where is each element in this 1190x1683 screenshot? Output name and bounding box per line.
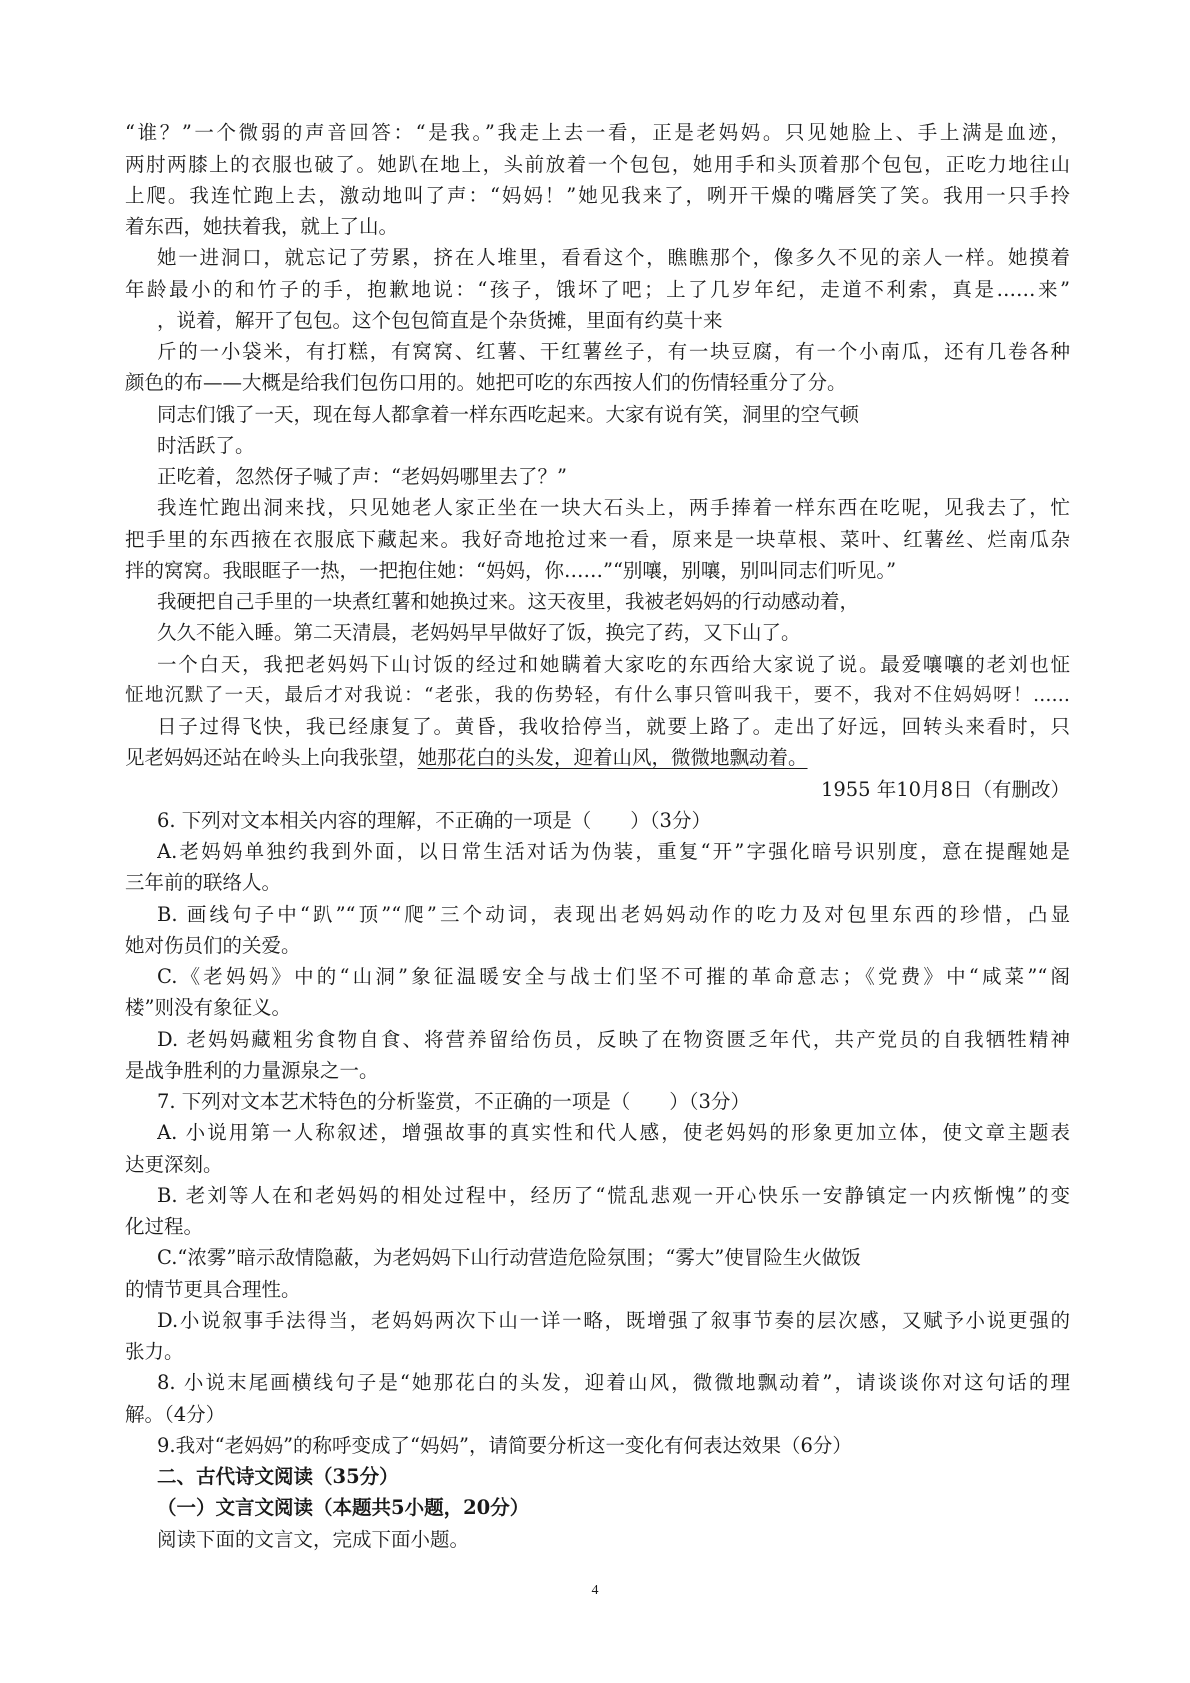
option-d: D.小说叙事手法得当，老妈妈两次下山一详一略，既增强了叙事节奏的层次感，又赋予小说更强的 xyxy=(157,1309,1070,1332)
paragraph-line: 两肘两膝上的衣服也破了。她趴在地上，头前放着一个包包，她用手和头顶着那个包包，正吃力地往山 xyxy=(125,153,1070,176)
paragraph-line: 着东西，她扶着我，就上了山。 xyxy=(125,215,399,238)
question-7: 7. 下列对文本艺术特色的分析鉴赏，不正确的一项是（ ）（3分） xyxy=(157,1090,750,1113)
question-8: 8. 小说末尾画横线句子是“她那花白的头发，迎着山风，微微地飘动着”，请谈谈你对这句话的理 xyxy=(157,1371,1070,1394)
question-8-cont: 解。（4分） xyxy=(125,1403,226,1426)
paragraph-line xyxy=(125,742,1070,774)
paragraph-line: 同志们饿了一天，现在每人都拿着一样东西吃起来。大家有说有笑，洞里的空气顿 xyxy=(157,403,860,426)
option-d-cont: 张力。 xyxy=(125,1340,184,1363)
paragraph-line: 拌的窝窝。我眼眶子一热，一把抱住她：“妈妈，你……”“别嚷，别嚷，别叫同志们听见。” xyxy=(125,559,897,582)
instruction: 阅读下面的文言文，完成下面小题。 xyxy=(157,1528,470,1551)
paragraph-line: 时活跃了。 xyxy=(157,434,255,457)
paragraph-line: “谁？”一个微弱的声音回答：“是我。”我走上去一看，正是老妈妈。只见她脸上、手上满是血迹， xyxy=(125,121,1070,144)
option-a-cont: 达更深刻。 xyxy=(125,1153,223,1176)
option-c: C.“浓雾”暗示敌情隐蔽，为老妈妈下山行动营造危险氛围；“雾大”使冒险生火做饭 xyxy=(157,1246,861,1269)
source-date: 1955 年10月8日（有删改） xyxy=(820,778,1070,801)
option-b: B. 老刘等人在和老妈妈的相处过程中，经历了“慌乱悲观一开心快乐一安静镇定一内疚惭愧”的变 xyxy=(157,1184,1070,1207)
option-b-cont: 她对伤员们的关爱。 xyxy=(125,934,301,957)
option-b-cont: 化过程。 xyxy=(125,1215,204,1238)
subsection-heading: （一）文言文阅读（本题共5小题，20分） xyxy=(157,1496,530,1519)
paragraph-line: 斤的一小袋米，有打糕，有窝窝、红薯、干红薯丝子，有一块豆腐，有一个小南瓜，还有几卷各种 xyxy=(157,340,1070,363)
line-text: 见老妈妈还站在岭头上向我张望， xyxy=(125,746,418,769)
paragraph-line: 把手里的东西掖在衣服底下藏起来。我好奇地抢过来一看，原来是一块草根、菜叶、红薯丝、烂南瓜杂 xyxy=(125,528,1070,551)
option-b: B. 画线句子中“趴”“顶”“爬”三个动词，表现出老妈妈动作的吃力及对包里东西的珍惜，凸显 xyxy=(157,903,1070,926)
option-a: A.老妈妈单独约我到外面，以日常生活对话为伪装，重复“开”字强化暗号识别度，意在提醒她是 xyxy=(157,840,1070,863)
paragraph-line: 日子过得飞快，我已经康复了。黄昏，我收拾停当，就要上路了。走出了好远，回转头来看时，只 xyxy=(157,715,1070,738)
option-c-cont: 的情节更具合理性。 xyxy=(125,1278,301,1301)
underlined-sentence: 她那花白的头发，迎着山风，微微地飘动着。 xyxy=(417,746,808,769)
option-c-cont: 楼”则没有象征义。 xyxy=(125,996,291,1019)
paragraph-line: 正吃着，忽然伢子喊了声：“老妈妈哪里去了？” xyxy=(157,465,567,488)
option-d-cont: 是战争胜利的力量源泉之一。 xyxy=(125,1059,379,1082)
option-d: D. 老妈妈藏粗劣食物自食、将营养留给伤员，反映了在物资匮乏年代，共产党员的自我牺牲精神 xyxy=(157,1028,1070,1051)
paragraph-line: 我连忙跑出洞来找，只见她老人家正坐在一块大石头上，两手捧着一样东西在吃呢，见我去了，忙 xyxy=(157,496,1070,519)
option-a-cont: 三年前的联络人。 xyxy=(125,871,282,894)
paragraph-line: 怔地沉默了一天，最后才对我说：“老张，我的伤势轻，有什么事只管叫我干，要不，我对不住妈妈呀！…… xyxy=(125,685,1070,706)
option-c: C.《老妈妈》中的“山洞”象征温暖安全与战士们坚不可摧的革命意志；《党费》中“咸菜”“阁 xyxy=(157,965,1070,988)
paragraph-line: 她一进洞口，就忘记了劳累，挤在人堆里，看看这个，瞧瞧那个，像多久不见的亲人一样。她摸着 xyxy=(157,246,1070,269)
question-6: 6. 下列对文本相关内容的理解，不正确的一项是（ ）（3分） xyxy=(157,809,711,832)
paragraph-line: 久久不能入睡。第二天清晨，老妈妈早早做好了饭，换完了药，又下山了。 xyxy=(157,621,801,644)
paragraph-line: 一个白天，我把老妈妈下山讨饭的经过和她瞒着大家吃的东西给大家说了说。最爱嚷嚷的老刘也怔 xyxy=(157,653,1070,676)
paragraph-line: 我硬把自己手里的一块煮红薯和她换过来。这天夜里，我被老妈妈的行动感动着， xyxy=(157,590,860,613)
option-a: A. 小说用第一人称叙述，增强故事的真实性和代人感，使老妈妈的形象更加立体，使文章主题表 xyxy=(157,1121,1070,1144)
paragraph-line: 年龄最小的和竹子的手，抱歉地说：“孩子，饿坏了吧；上了几岁年纪，走道不利索，真是……来” xyxy=(125,278,1070,301)
section-heading: 二、古代诗文阅读（35分） xyxy=(157,1465,399,1488)
page-number: 4 xyxy=(591,1583,599,1598)
paragraph-line: 上爬。我连忙跑上去，激动地叫了声：“妈妈！”她见我来了，咧开干燥的嘴唇笑了笑。我用一只手拎 xyxy=(125,184,1070,207)
question-9: 9.我对“老妈妈”的称呼变成了“妈妈”，请简要分析这一变化有何表达效果（6分） xyxy=(157,1434,852,1457)
paragraph-line: 颜色的布——大概是给我们包伤口用的。她把可吃的东西按人们的伤情轻重分了分。 xyxy=(125,371,847,394)
paragraph-line: ，说着，解开了包包。这个包包简直是个杂货摊，里面有约莫十来 xyxy=(157,309,723,332)
